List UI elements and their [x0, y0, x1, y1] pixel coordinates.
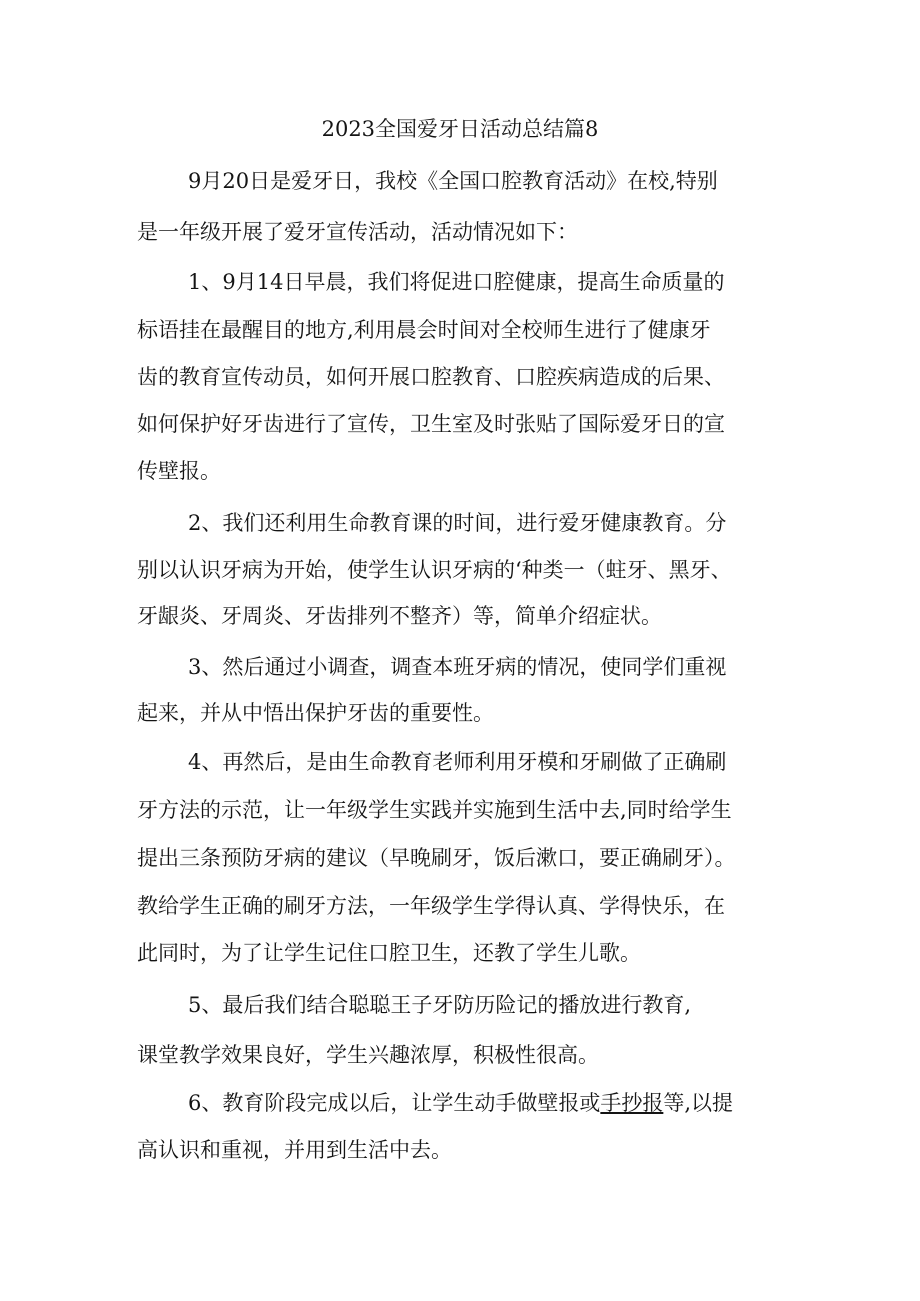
paragraph-1-line: 1、9月14日早晨，我们将促进口腔健康，提高生命质量的: [188, 270, 725, 294]
paragraph-6-line: 高认识和重视，并用到生活中去。: [137, 1138, 452, 1162]
paragraph-4-line: 提出三条预防牙病的建议（早晚刷牙，饭后漱口，要正确刷牙）。: [137, 846, 736, 870]
paragraph-intro-line: 是一年级开展了爱牙宣传活动，活动情况如下：: [137, 220, 578, 244]
paragraph-2-line: 别以认识牙病为开始，使学生认识牙病的‘种类一（蛀牙、黑牙、: [137, 558, 732, 582]
paragraph-1-line: 传壁报。: [137, 459, 221, 483]
paragraph-5-line: 5、最后我们结合聪聪王子牙防历险记的播放进行教育,: [188, 993, 692, 1017]
paragraph-4-line: 牙方法的示范，让一年级学生实践并实施到生活中去,同时给学生: [137, 798, 732, 822]
paragraph-1-line: 标语挂在最醒目的地方,利用晨会时间对全校师生进行了健康牙: [137, 318, 711, 342]
paragraph-6-line: [188, 1088, 733, 1118]
paragraph-3-line: 3、然后通过小调查，调查本班牙病的情况，使同学们重视: [188, 655, 727, 679]
paragraph-6-text: 6、教育阶段完成以后，让学生动手做壁报或: [188, 1091, 601, 1115]
paragraph-5-line: 课堂教学效果良好，学生兴趣浓厚，积极性很高。: [137, 1043, 599, 1067]
paragraph-4-line: 4、再然后，是由生命教育老师利用牙模和牙刷做了正确刷: [188, 750, 727, 774]
paragraph-3-line: 起来，并从中悟出保护牙齿的重要性。: [137, 701, 494, 725]
paragraph-2-line: 牙龈炎、牙周炎、牙齿排列不整齐）等，简单介绍症状。: [137, 604, 662, 628]
document-title: 2023全国爱牙日活动总结篇8: [321, 117, 599, 141]
paragraph-1-line: 齿的教育宣传动员，如何开展口腔教育、口腔疾病造成的后果、: [137, 365, 725, 389]
paragraph-4-line: 此同时，为了让学生记住口腔卫生，还教了学生儿歌。: [137, 941, 641, 965]
paragraph-6-text: 等,以提: [663, 1091, 734, 1115]
paragraph-4-line: 教给学生正确的刷牙方法，一年级学生学得认真、学得快乐，在: [137, 894, 725, 918]
paragraph-intro-line: 9月20日是爱牙日，我校《全国口腔教育活动》在校,特别: [188, 169, 718, 193]
paragraph-2-line: 2、我们还利用生命教育课的时间，进行爱牙健康教育。分: [188, 511, 727, 535]
paragraph-1-line: 如何保护好牙齿进行了宣传，卫生室及时张贴了国际爱牙日的宣: [137, 412, 725, 436]
underlined-term: 手抄报: [600, 1091, 664, 1115]
